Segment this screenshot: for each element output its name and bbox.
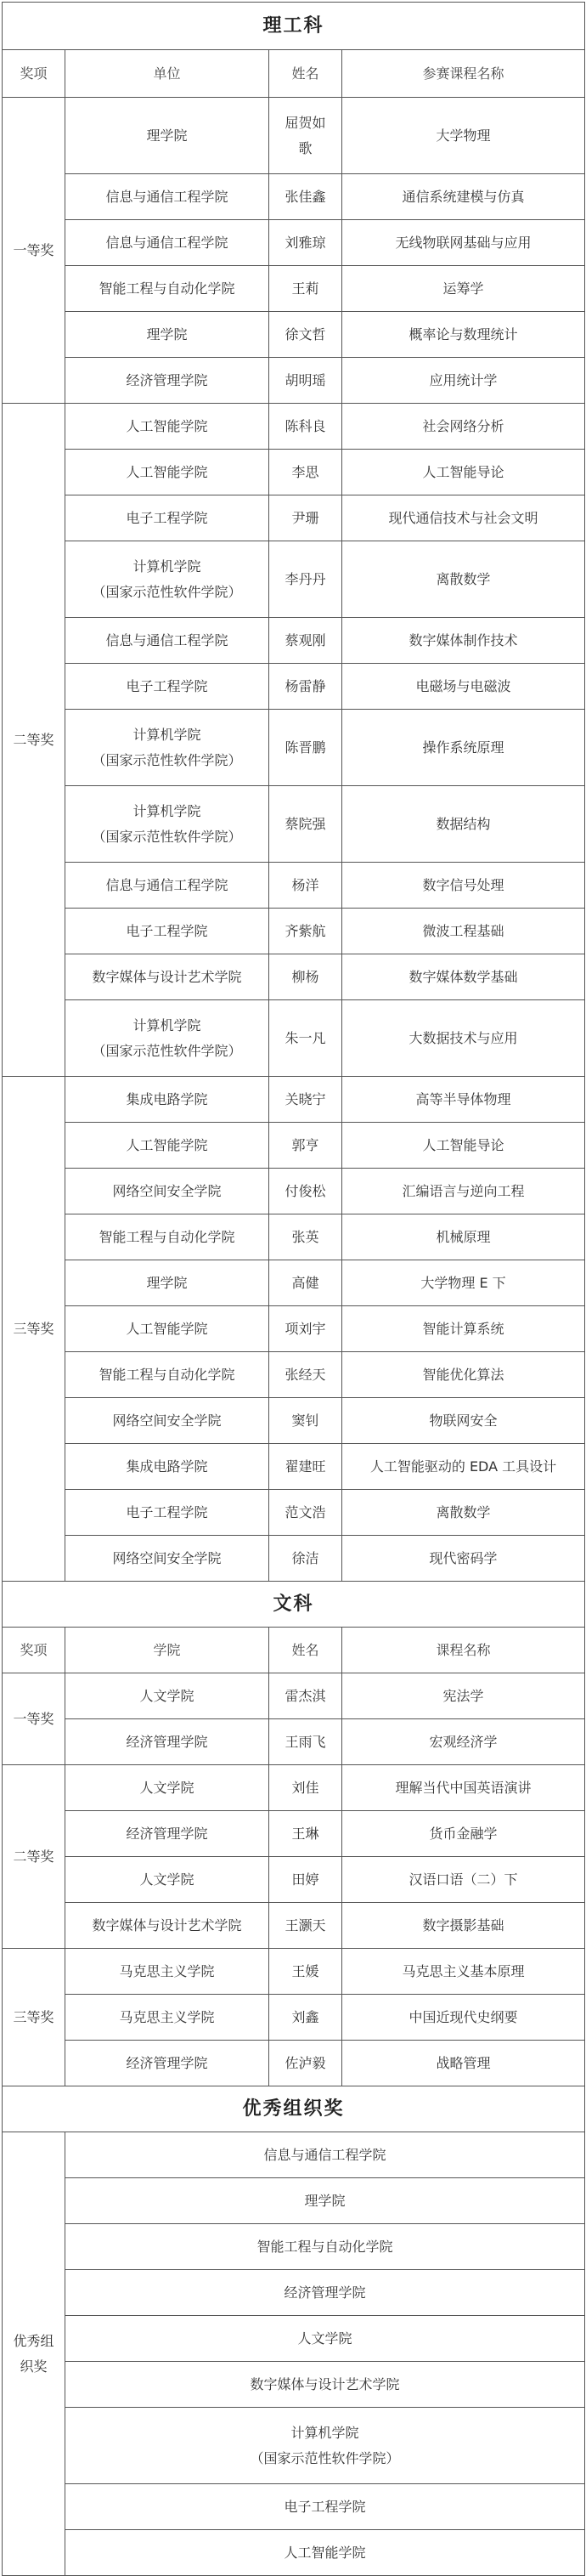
column-header: 参赛课程名称 <box>342 50 585 98</box>
course-name: 社会网络分析 <box>342 404 585 450</box>
unit-cell <box>65 98 269 174</box>
header-row <box>3 1628 585 1673</box>
unit-name: 经济管理学院 <box>126 1733 208 1750</box>
person-name: 歌 <box>298 139 313 156</box>
name-cell <box>269 495 342 541</box>
table-row <box>3 1352 585 1398</box>
award-level: 一等奖 <box>3 98 65 404</box>
unit-name: 计算机学院 <box>132 802 201 819</box>
org-row <box>3 2224 585 2270</box>
person-name: 佐泸毅 <box>285 2054 326 2071</box>
table-row <box>3 710 585 786</box>
course-name: 物联网安全 <box>342 1398 585 1444</box>
unit-name: 计算机学院 <box>132 726 201 743</box>
table-row <box>3 174 585 220</box>
unit-name: 经济管理学院 <box>126 371 208 388</box>
org-row <box>3 2178 585 2224</box>
course-name: 人工智能驱动的 EDA 工具设计 <box>342 1444 585 1490</box>
unit-name: 数字媒体与设计艺术学院 <box>92 968 242 985</box>
unit-cell <box>65 1536 269 1582</box>
award-level <box>3 2132 65 2576</box>
column-header: 姓名 <box>269 50 342 98</box>
name-cell <box>269 1811 342 1857</box>
name-cell <box>269 909 342 954</box>
name-cell <box>269 174 342 220</box>
name-cell <box>269 954 342 1000</box>
course-name: 离散数学 <box>342 1490 585 1536</box>
name-cell <box>269 358 342 404</box>
table-row <box>3 1169 585 1214</box>
name-cell <box>269 266 342 312</box>
table-row <box>3 1260 585 1306</box>
course-name: 应用统计学 <box>342 358 585 404</box>
table-row <box>3 1490 585 1536</box>
unit-cell <box>65 312 269 358</box>
table-row <box>3 1995 585 2041</box>
column-header: 奖项 <box>3 1628 65 1673</box>
unit-name: 智能工程与自动化学院 <box>99 1366 235 1383</box>
person-name: 窦钊 <box>291 1412 319 1429</box>
column-header: 单位 <box>65 50 269 98</box>
person-name: 张经天 <box>285 1366 326 1383</box>
person-name: 杨洋 <box>291 876 319 893</box>
unit-cell <box>65 2484 585 2530</box>
person-name: 刘佳 <box>291 1779 319 1796</box>
person-name: 徐文哲 <box>285 326 326 343</box>
course-name: 战略管理 <box>342 2041 585 2086</box>
org-row <box>3 2316 585 2362</box>
name-cell <box>269 710 342 786</box>
name-cell <box>269 1949 342 1995</box>
unit-cell <box>65 618 269 664</box>
course-name: 理解当代中国英语演讲 <box>342 1765 585 1811</box>
unit-cell <box>65 2132 585 2178</box>
unit-name: 网络空间安全学院 <box>112 1412 222 1429</box>
unit-cell <box>65 786 269 863</box>
award-level: 二等奖 <box>3 1765 65 1949</box>
unit-name: 智能工程与自动化学院 <box>99 1228 235 1245</box>
column-header: 奖项 <box>3 50 65 98</box>
unit-name: 智能工程与自动化学院 <box>99 280 235 297</box>
unit-name: 数字媒体与设计艺术学院 <box>250 2375 400 2392</box>
unit-cell <box>65 1490 269 1536</box>
table-row <box>3 1306 585 1352</box>
name-cell <box>269 1903 342 1949</box>
unit-cell <box>65 1169 269 1214</box>
table-row <box>3 1857 585 1903</box>
person-name: 蔡院强 <box>285 815 326 832</box>
person-name: 尹珊 <box>291 509 319 526</box>
unit-cell <box>65 664 269 710</box>
name-cell <box>269 98 342 174</box>
name-cell <box>269 1077 342 1123</box>
name-cell <box>269 1169 342 1214</box>
person-name: 项刘宇 <box>285 1320 326 1337</box>
unit-cell <box>65 2408 585 2484</box>
unit-name: 经济管理学院 <box>284 2284 366 2301</box>
unit-name: 电子工程学院 <box>284 2498 366 2515</box>
unit-name: 电子工程学院 <box>126 677 208 694</box>
name-cell <box>269 220 342 266</box>
person-name: 李丹丹 <box>285 570 326 587</box>
name-cell <box>269 863 342 909</box>
course-name: 机械原理 <box>342 1214 585 1260</box>
unit-cell <box>65 1077 269 1123</box>
org-row <box>3 2362 585 2408</box>
org-row <box>3 2530 585 2576</box>
table-row <box>3 1811 585 1857</box>
unit-name: 理学院 <box>304 2192 346 2209</box>
person-name: 王莉 <box>291 280 319 297</box>
unit-cell <box>65 1811 269 1857</box>
name-cell <box>269 1673 342 1719</box>
person-name: 翟建旺 <box>285 1458 326 1475</box>
unit-name: 计算机学院 <box>132 558 201 575</box>
course-name: 数字媒体制作技术 <box>342 618 585 664</box>
award-level-text: 织奖 <box>20 2358 48 2375</box>
unit-name: （国家示范性软件学院） <box>92 828 242 845</box>
person-name: 齐紫航 <box>285 922 326 939</box>
course-name: 运筹学 <box>342 266 585 312</box>
person-name: 杨雷静 <box>285 677 326 694</box>
table-row <box>3 450 585 495</box>
table-row <box>3 495 585 541</box>
unit-name: 人文学院 <box>139 1779 194 1796</box>
unit-name: 信息与通信工程学院 <box>263 2146 386 2163</box>
course-name: 宪法学 <box>342 1673 585 1719</box>
unit-cell <box>65 2270 585 2316</box>
unit-name: 人工智能学院 <box>126 1320 208 1337</box>
table-row <box>3 2041 585 2086</box>
unit-cell <box>65 1398 269 1444</box>
unit-cell <box>65 863 269 909</box>
unit-name: 计算机学院 <box>132 1016 201 1033</box>
person-name: 李思 <box>291 463 319 480</box>
header-row <box>3 50 585 98</box>
person-name: 付俊松 <box>285 1182 326 1199</box>
unit-cell <box>65 1857 269 1903</box>
table-row <box>3 786 585 863</box>
org-row <box>3 2408 585 2484</box>
course-name: 现代通信技术与社会文明 <box>342 495 585 541</box>
table-row <box>3 358 585 404</box>
person-name: 雷杰淇 <box>285 1687 326 1704</box>
course-name: 马克思主义基本原理 <box>342 1949 585 1995</box>
name-cell <box>269 786 342 863</box>
course-name: 高等半导体物理 <box>342 1077 585 1123</box>
table-row <box>3 909 585 954</box>
table-row <box>3 1765 585 1811</box>
unit-cell <box>65 2224 585 2270</box>
person-name: 王琳 <box>291 1825 319 1842</box>
unit-cell <box>65 2316 585 2362</box>
person-name: 高健 <box>291 1274 319 1291</box>
unit-cell <box>65 1949 269 1995</box>
table-row <box>3 664 585 710</box>
unit-cell <box>65 495 269 541</box>
unit-cell <box>65 2362 585 2408</box>
person-name: 王媛 <box>291 1962 319 1979</box>
award-level: 二等奖 <box>3 404 65 1077</box>
section-title: 优秀组织奖 <box>3 2086 585 2132</box>
course-name: 离散数学 <box>342 541 585 618</box>
table-row <box>3 1123 585 1169</box>
unit-name: 马克思主义学院 <box>119 1962 215 1979</box>
course-name: 数字媒体数学基础 <box>342 954 585 1000</box>
unit-cell <box>65 404 269 450</box>
org-row <box>3 2132 585 2178</box>
section-title-row <box>3 2086 585 2132</box>
unit-name: 信息与通信工程学院 <box>105 234 228 251</box>
name-cell <box>269 664 342 710</box>
unit-name: 理学院 <box>146 1274 188 1291</box>
unit-cell <box>65 2041 269 2086</box>
table-row <box>3 1000 585 1077</box>
name-cell <box>269 1398 342 1444</box>
column-header: 姓名 <box>269 1628 342 1673</box>
unit-name: 理学院 <box>146 127 188 144</box>
unit-cell <box>65 954 269 1000</box>
unit-name: 信息与通信工程学院 <box>105 631 228 648</box>
unit-name: 经济管理学院 <box>126 2054 208 2071</box>
unit-name: 人文学院 <box>139 1687 194 1704</box>
course-name: 现代密码学 <box>342 1536 585 1582</box>
name-cell <box>269 450 342 495</box>
table-row <box>3 1903 585 1949</box>
course-name: 智能优化算法 <box>342 1352 585 1398</box>
name-cell <box>269 1123 342 1169</box>
person-name: 王雨飞 <box>285 1733 326 1750</box>
name-cell <box>269 1995 342 2041</box>
person-name: 陈科良 <box>285 417 326 434</box>
unit-cell <box>65 2530 585 2576</box>
unit-cell <box>65 1306 269 1352</box>
table-row <box>3 1077 585 1123</box>
award-level: 三等奖 <box>3 1949 65 2086</box>
person-name: 田婷 <box>291 1871 319 1888</box>
unit-cell <box>65 909 269 954</box>
name-cell <box>269 404 342 450</box>
course-name: 人工智能导论 <box>342 1123 585 1169</box>
table-row <box>3 1444 585 1490</box>
course-name: 概率论与数理统计 <box>342 312 585 358</box>
course-name: 通信系统建模与仿真 <box>342 174 585 220</box>
unit-name: 经济管理学院 <box>126 1825 208 1842</box>
table-row <box>3 404 585 450</box>
unit-cell <box>65 174 269 220</box>
unit-name: 人文学院 <box>139 1871 194 1888</box>
course-name: 电磁场与电磁波 <box>342 664 585 710</box>
name-cell <box>269 1214 342 1260</box>
section-title-row <box>3 3 585 50</box>
name-cell <box>269 1719 342 1765</box>
award-level: 三等奖 <box>3 1077 65 1582</box>
name-cell <box>269 1260 342 1306</box>
award-level-text: 优秀组 <box>13 2332 54 2349</box>
unit-cell <box>65 1260 269 1306</box>
column-header: 课程名称 <box>342 1628 585 1673</box>
unit-cell <box>65 2178 585 2224</box>
name-cell <box>269 1536 342 1582</box>
unit-name: 集成电路学院 <box>126 1458 208 1475</box>
unit-name: 信息与通信工程学院 <box>105 876 228 893</box>
unit-name: 人工智能学院 <box>126 463 208 480</box>
unit-name: 人工智能学院 <box>284 2544 366 2561</box>
person-name: 屈贺如 <box>285 114 326 131</box>
unit-name: 网络空间安全学院 <box>112 1549 222 1566</box>
unit-cell <box>65 1995 269 2041</box>
table-row <box>3 863 585 909</box>
course-name: 操作系统原理 <box>342 710 585 786</box>
unit-name: 理学院 <box>146 326 188 343</box>
unit-name: 电子工程学院 <box>126 922 208 939</box>
column-header: 学院 <box>65 1628 269 1673</box>
table-row <box>3 1398 585 1444</box>
unit-name: 信息与通信工程学院 <box>105 188 228 205</box>
person-name: 胡明瑶 <box>285 371 326 388</box>
course-name: 汇编语言与逆向工程 <box>342 1169 585 1214</box>
unit-name: 电子工程学院 <box>126 1503 208 1520</box>
unit-name: 网络空间安全学院 <box>112 1182 222 1199</box>
unit-cell <box>65 220 269 266</box>
table-row <box>3 312 585 358</box>
table-row <box>3 220 585 266</box>
name-cell <box>269 618 342 664</box>
course-name: 智能计算系统 <box>342 1306 585 1352</box>
course-name: 微波工程基础 <box>342 909 585 954</box>
table-row <box>3 1214 585 1260</box>
course-name: 大学物理 <box>342 98 585 174</box>
person-name: 蔡观刚 <box>285 631 326 648</box>
person-name: 关晓宁 <box>285 1090 326 1107</box>
unit-name: 马克思主义学院 <box>119 2008 215 2025</box>
course-name: 货币金融学 <box>342 1811 585 1857</box>
unit-cell <box>65 541 269 618</box>
unit-cell <box>65 1214 269 1260</box>
name-cell <box>269 541 342 618</box>
person-name: 王灏天 <box>285 1916 326 1933</box>
section-title: 理工科 <box>3 3 585 50</box>
unit-name: 人工智能学院 <box>126 1136 208 1153</box>
award-level: 一等奖 <box>3 1673 65 1765</box>
course-name: 大数据技术与应用 <box>342 1000 585 1077</box>
name-cell <box>269 2041 342 2086</box>
name-cell <box>269 1857 342 1903</box>
course-name: 无线物联网基础与应用 <box>342 220 585 266</box>
name-cell <box>269 1490 342 1536</box>
person-name: 范文浩 <box>285 1503 326 1520</box>
unit-name: 集成电路学院 <box>126 1090 208 1107</box>
unit-cell <box>65 1719 269 1765</box>
name-cell <box>269 1306 342 1352</box>
unit-cell <box>65 450 269 495</box>
person-name: 刘雅琼 <box>285 234 326 251</box>
table-row <box>3 98 585 174</box>
unit-cell <box>65 710 269 786</box>
table-row <box>3 954 585 1000</box>
table-row <box>3 541 585 618</box>
course-name: 数字信号处理 <box>342 863 585 909</box>
name-cell <box>269 1352 342 1398</box>
unit-cell <box>65 1903 269 1949</box>
name-cell <box>269 1765 342 1811</box>
person-name: 张英 <box>291 1228 319 1245</box>
unit-name: 数字媒体与设计艺术学院 <box>92 1916 242 1933</box>
person-name: 张佳鑫 <box>285 188 326 205</box>
unit-name: 人工智能学院 <box>126 417 208 434</box>
unit-name: 计算机学院 <box>290 2424 359 2441</box>
unit-name: （国家示范性软件学院） <box>92 583 242 600</box>
course-name: 数据结构 <box>342 786 585 863</box>
org-row <box>3 2484 585 2530</box>
name-cell <box>269 1000 342 1077</box>
person-name: 徐洁 <box>291 1549 319 1566</box>
unit-name: （国家示范性软件学院） <box>92 1042 242 1059</box>
unit-name: 人文学院 <box>297 2330 352 2347</box>
course-name: 人工智能导论 <box>342 450 585 495</box>
unit-name: （国家示范性软件学院） <box>92 751 242 768</box>
org-row <box>3 2270 585 2316</box>
unit-cell <box>65 266 269 312</box>
unit-cell <box>65 1352 269 1398</box>
unit-name: （国家示范性软件学院） <box>250 2449 400 2466</box>
award-table <box>2 2 585 2576</box>
table-row <box>3 1949 585 1995</box>
table-row <box>3 1673 585 1719</box>
table-row <box>3 618 585 664</box>
unit-cell <box>65 1123 269 1169</box>
course-name: 汉语口语（二）下 <box>342 1857 585 1903</box>
section-title-row <box>3 1582 585 1628</box>
unit-cell <box>65 358 269 404</box>
name-cell <box>269 1444 342 1490</box>
table-row <box>3 266 585 312</box>
unit-cell <box>65 1444 269 1490</box>
course-name: 数字摄影基础 <box>342 1903 585 1949</box>
unit-name: 电子工程学院 <box>126 509 208 526</box>
person-name: 柳杨 <box>291 968 319 985</box>
unit-cell <box>65 1765 269 1811</box>
person-name: 朱一凡 <box>285 1029 326 1046</box>
course-name: 中国近现代史纲要 <box>342 1995 585 2041</box>
table-row <box>3 1719 585 1765</box>
name-cell <box>269 312 342 358</box>
unit-name: 智能工程与自动化学院 <box>256 2238 393 2255</box>
table-row <box>3 1536 585 1582</box>
person-name: 郭亨 <box>291 1136 319 1153</box>
unit-cell <box>65 1000 269 1077</box>
person-name: 陈晋鹏 <box>285 739 326 756</box>
person-name: 刘鑫 <box>291 2008 319 2025</box>
section-title: 文科 <box>3 1582 585 1628</box>
course-name: 宏观经济学 <box>342 1719 585 1765</box>
course-name: 大学物理 E 下 <box>342 1260 585 1306</box>
unit-cell <box>65 1673 269 1719</box>
